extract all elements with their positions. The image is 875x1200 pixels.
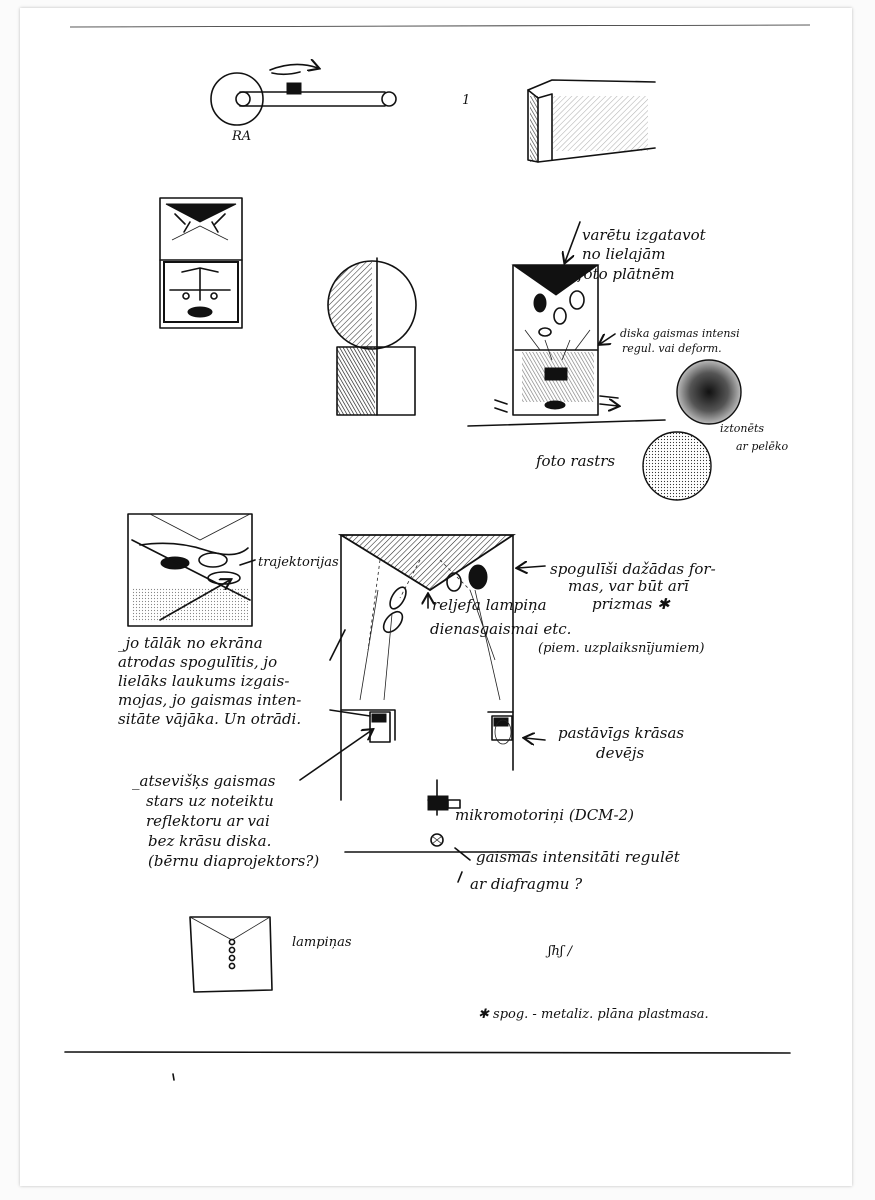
svg-text:atrodas spogulītis, jo: atrodas spogulītis, jo	[118, 653, 278, 671]
svg-text:_jo tālāk no ekrāna: _jo tālāk no ekrāna	[118, 634, 263, 652]
annotation-spog-note: ✱ spog. - metaliz. plāna plastmasa.	[478, 1007, 709, 1022]
top-mark: 1	[462, 93, 471, 108]
raster-disc	[643, 432, 711, 500]
svg-text:lielāks laukums izgais-: lielāks laukums izgais-	[118, 672, 290, 690]
svg-text:no lielajām: no lielajām	[582, 245, 666, 263]
annotation-pastavigs	[525, 724, 684, 762]
annotation-jo-talak	[118, 630, 370, 728]
annotation-foto-rastrs: foto rastrs	[536, 452, 616, 470]
stray-mark	[173, 1074, 174, 1080]
svg-text:gaismas intensitāti regulēt: gaismas intensitāti regulēt	[476, 848, 680, 866]
annotation-iztonets-1: iztonēts	[720, 422, 765, 435]
annotation-gaismas-int	[455, 848, 681, 893]
svg-text:pastāvīgs krāsas: pastāvīgs krāsas	[558, 724, 685, 742]
annotation-piem: (piem. uzplaiksnījumiem)	[538, 641, 705, 656]
annotation-diska	[600, 327, 740, 355]
svg-text:mas, var būt arī: mas, var būt arī	[568, 577, 689, 595]
svg-text:dienasgaismai etc.: dienasgaismai etc.	[430, 620, 572, 638]
svg-text:mojas, jo gaismas inten-: mojas, jo gaismas inten-	[118, 691, 302, 709]
svg-text:_atsevišķs gaismas: _atsevišķs gaismas	[132, 772, 276, 790]
svg-text:regul. vai deform.: regul. vai deform.	[622, 342, 722, 355]
svg-text:diska gaismas intensi: diska gaismas intensi	[620, 327, 740, 340]
svg-text:stars uz noteiktu: stars uz noteiktu	[146, 792, 274, 810]
annotation-mikromotorini: mikromotoriņi (DCM-2)	[455, 806, 634, 824]
svg-text:spogulīši dažādas for-: spogulīši dažādas for-	[550, 560, 716, 578]
annotation-lampinas: lampiņas	[292, 935, 352, 950]
annotation-trajektorijas: trajektorijas	[258, 555, 339, 570]
signature: ʃhʃ /	[548, 944, 572, 959]
svg-text:devējs: devējs	[596, 744, 645, 762]
svg-text:sitāte vājāka. Un otrādi.: sitāte vājāka. Un otrādi.	[118, 710, 302, 728]
frame-profile-sketch	[528, 80, 655, 162]
top-rule	[70, 25, 810, 27]
annotation-iztonets-2: ar pelēko	[736, 440, 789, 453]
rotating-disc-sketch	[211, 64, 396, 125]
svg-text:reflektoru ar vai: reflektoru ar vai	[146, 812, 270, 830]
svg-text:reljefa lampiņa: reljefa lampiņa	[432, 596, 547, 614]
annotation-atseviskis	[132, 730, 372, 870]
svg-text:ar diafragmu ?: ar diafragmu ?	[470, 875, 583, 893]
annotation-reliefa	[428, 595, 571, 638]
disc-label: RA	[232, 129, 252, 144]
half-shaded-shapes	[328, 258, 416, 415]
trajectory-box-sketch	[128, 514, 255, 626]
toned-disc	[677, 360, 741, 424]
svg-text:bez krāsu diska.: bez krāsu diska.	[148, 832, 272, 850]
annotation-spogulisi	[518, 560, 716, 613]
svg-text:(bērnu diaprojektors?): (bērnu diaprojektors?)	[148, 852, 320, 870]
mirror-installation-sketch	[341, 535, 530, 852]
mirror-box-sketch	[160, 198, 242, 328]
svg-text:prizmas ✱: prizmas ✱	[592, 595, 670, 613]
lamps-box-sketch	[190, 917, 272, 992]
svg-text:varētu izgatavot: varētu izgatavot	[582, 226, 706, 244]
svg-text:foto plātnēm: foto plātnēm	[578, 265, 675, 283]
bottom-rule	[65, 1052, 790, 1053]
annotation-varetu	[565, 222, 707, 283]
